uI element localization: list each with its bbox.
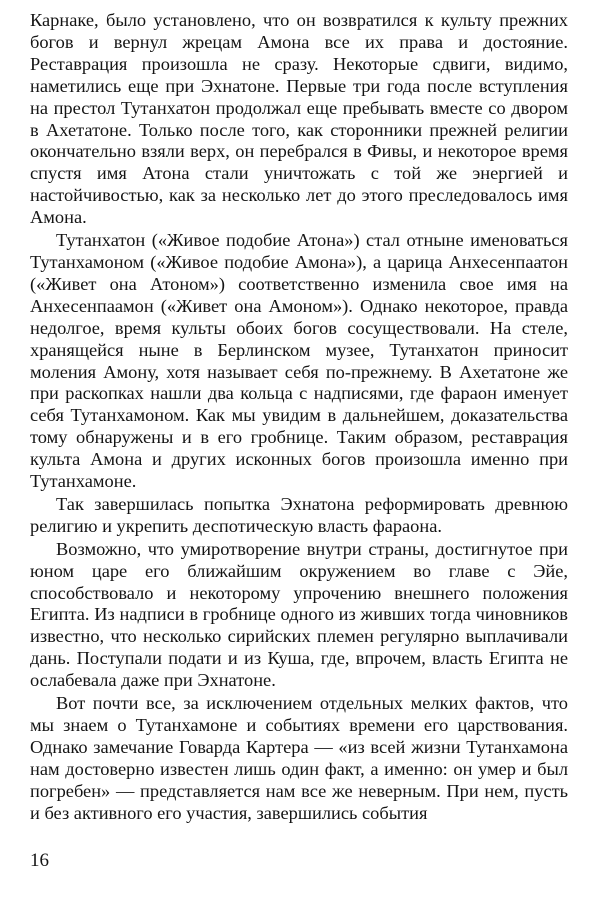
- paragraph-5: Вот почти все, за исключением отдельных мелких фактов, что мы знаем о Тутанхамоне и событиях времени его царствования. Однако замечание Говарда Картера — «из всей жизни Тутанхамона нам достоверно известен лишь один факт, а именно: он умер и был погребен» — представляется нам все же неверным. При нем, пусть и без активного его участия, завершились события: [30, 693, 568, 823]
- paragraph-1: Карнаке, было установлено, что он возвратился к культу прежних богов и вернул жрецам Амона все их права и достояние. Реставрация произошла не сразу. Некоторые сдвиги, видимо, наметились еще при Эхнатоне. Первые три года после вступления на престол Тутанхатон продолжал еще пребывать вместе со двором в Ахетатоне. Только после того, как сторонники прежней религии окончательно взяли верх, он перебрался в Фивы, и некоторое время спустя имя Атона стали уничтожать с той же энергией и настойчивостью, как за несколько лет до этого преследовалось имя Амона.: [30, 10, 568, 228]
- paragraph-3: Так завершилась попытка Эхнатона реформировать древнюю религию и укрепить деспотическую власть фараона.: [30, 493, 568, 536]
- paragraph-4: Возможно, что умиротворение внутри страны, достигнутое при юном царе его ближайшим окружением во главе с Эйе, способствовало и некоторому упрочению внешнего положения Египта. Из надписи в гробнице одного из живших тогда чиновников известно, что несколько сирийских племен регулярно выплачивали дань. Поступали подати и из Куша, где, впрочем, власть Египта не ослабевала даже при Эхнатоне.: [30, 538, 568, 691]
- paragraph-2: Тутанхатон («Живое подобие Атона») стал отныне именоваться Тутанхамоном («Живое подобие Амона»), а царица Анхесенпаатон («Живет она Атоном») соответственно изменила свое имя на Анхесенпаамон («Живет она Амоном»). Однако некоторое, правда недолгое, время культы обоих богов сосуществовали. На стеле, хранящейся ныне в Берлинском музее, Тутанхатон приносит моления Амону, хотя называет себя по-прежнему. В Ахетатоне же при раскопках нашли два кольца с надписями, где фараон именует себя Тутанхамоном. Как мы увидим в дальнейшем, доказательства тому обнаружены и в его гробнице. Таким образом, реставрация культа Амона и других исконных богов произошла именно при Тутанхамоне.: [30, 230, 568, 492]
- page-number: 16: [30, 850, 49, 871]
- page-body: [30, 10, 568, 825]
